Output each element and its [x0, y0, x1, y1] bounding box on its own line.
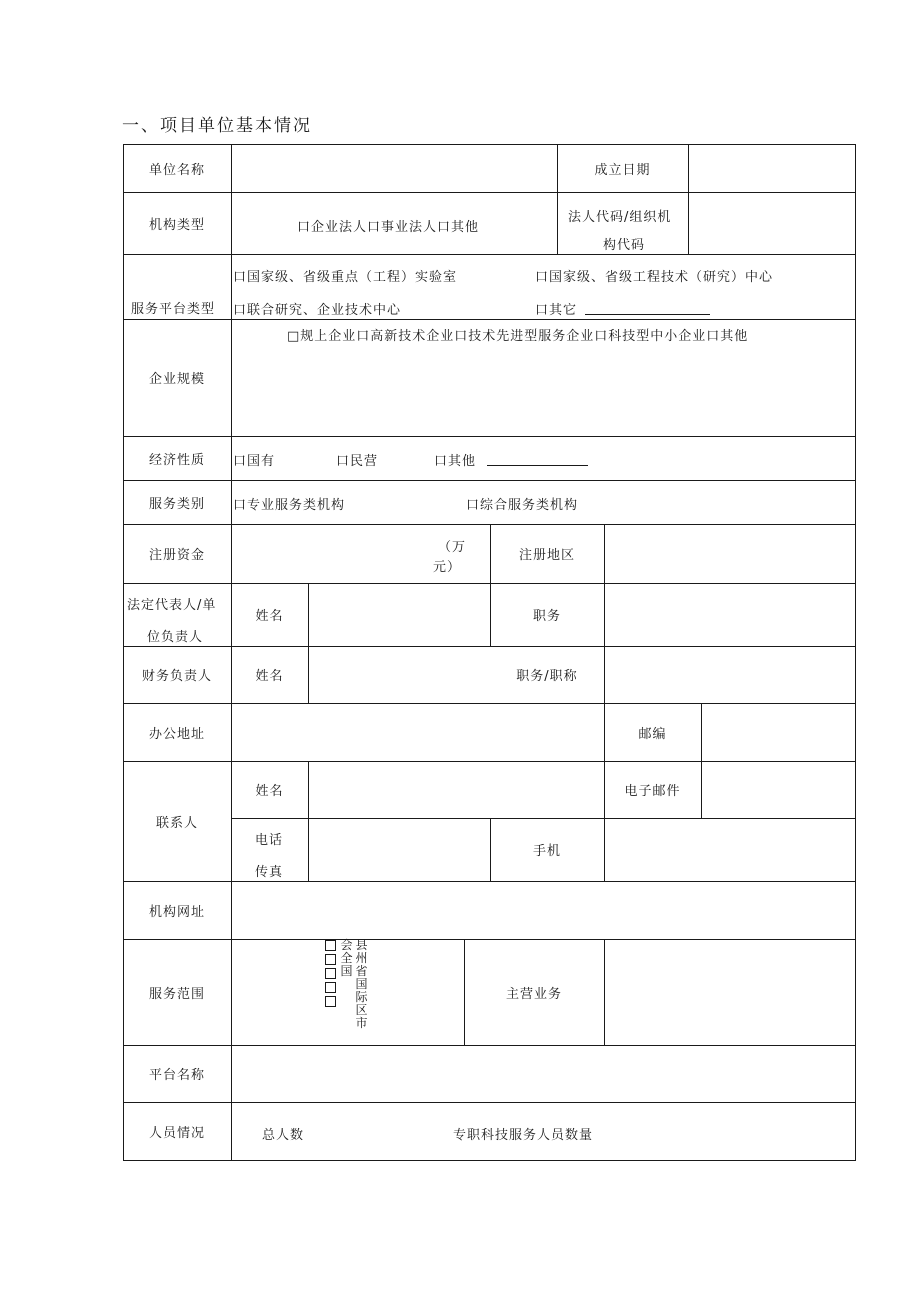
platform-type-label: 服务平台类型 — [131, 302, 216, 317]
staff-professional-label: 专职科技服务人员数量 — [453, 1128, 594, 1143]
mobile-field[interactable] — [604, 818, 856, 881]
org-code-label-line2: 构代码 — [603, 238, 646, 253]
contact-name-label: 姓名 — [255, 784, 284, 799]
office-address-field[interactable] — [231, 703, 604, 761]
org-type-label: 机构类型 — [148, 217, 205, 233]
section-title: 一、项目单位基本情况 — [122, 116, 312, 136]
nature-opt-private[interactable]: 口民营 — [336, 454, 379, 469]
row-divider — [123, 1102, 856, 1103]
finance-post-field[interactable] — [604, 646, 856, 703]
mobile-label: 手机 — [532, 844, 561, 859]
legal-rep-post-label: 职务 — [532, 609, 561, 624]
legal-rep-name-label: 姓名 — [255, 609, 284, 624]
scale-options[interactable]: □规上企业口高新技术企业口技术先进型服务企业口科技型中小企业口其他 — [287, 329, 749, 344]
phone-label: 电话 — [255, 833, 284, 848]
contact-name-field[interactable] — [308, 761, 604, 818]
scope-checkbox[interactable] — [325, 982, 336, 993]
office-label: 办公地址 — [148, 726, 205, 742]
nature-other-blank[interactable] — [487, 465, 588, 466]
finance-label: 财务负责人 — [141, 669, 212, 684]
scope-col-b — [355, 939, 368, 1030]
scope-char: 全 — [340, 951, 353, 965]
nature-opt-other[interactable]: 口其他 — [434, 454, 477, 469]
contact-label: 联系人 — [155, 815, 198, 831]
scope-char: 际 — [355, 990, 368, 1004]
scope-checkbox[interactable] — [325, 954, 336, 965]
scope-checkboxes[interactable] — [324, 940, 337, 1010]
unit-name-field[interactable] — [231, 144, 557, 192]
staff-total-label: 总人数 — [262, 1128, 305, 1143]
org-code-field[interactable] — [688, 192, 856, 254]
capital-label: 注册资金 — [148, 548, 205, 563]
main-business-field[interactable] — [604, 939, 856, 1045]
org-code-label-line1: 法人代码/组织机 — [568, 210, 672, 225]
platform-name-label: 平台名称 — [148, 1068, 205, 1083]
legal-rep-label-line2: 位负责人 — [147, 630, 204, 645]
scope-char: 区 — [355, 1003, 368, 1017]
platform-name-field[interactable] — [231, 1045, 856, 1102]
establish-date-label: 成立日期 — [594, 162, 651, 178]
platform-opt-other[interactable]: 口其它 — [535, 303, 578, 318]
legal-rep-name-field[interactable] — [308, 583, 490, 646]
scope-col-a — [340, 939, 353, 978]
capital-unit-line2: 元） — [433, 560, 462, 575]
scope-label: 服务范围 — [148, 986, 205, 1002]
reg-region-label: 注册地区 — [518, 548, 575, 563]
basic-info-table — [123, 144, 856, 1161]
platform-opt-joint[interactable]: 口联合研究、企业技术中心 — [233, 303, 402, 318]
org-type-options[interactable]: 口企业法人口事业法人口其他 — [297, 220, 480, 235]
capital-unit-line1: （万 — [438, 540, 467, 555]
scale-label: 企业规模 — [148, 372, 205, 387]
scope-char: 省 — [355, 964, 368, 978]
nature-opt-state[interactable]: 口国有 — [233, 454, 276, 469]
main-business-label: 主营业务 — [505, 986, 562, 1002]
reg-region-field[interactable] — [604, 524, 856, 583]
platform-other-blank[interactable] — [585, 314, 710, 315]
phone-fax-field[interactable] — [308, 818, 490, 881]
service-category-label: 服务类别 — [148, 496, 205, 512]
platform-opt-eng-center[interactable]: 口国家级、省级工程技术（研究）中心 — [535, 270, 774, 285]
scope-char: 国 — [355, 977, 368, 991]
scope-checkbox[interactable] — [325, 940, 336, 951]
scope-char: 州 — [355, 951, 368, 965]
row-divider — [123, 436, 856, 437]
fax-label: 传真 — [255, 865, 284, 880]
scope-char: 县 — [355, 938, 368, 952]
row-divider — [123, 254, 856, 255]
scope-char: 国 — [340, 964, 353, 978]
row-divider — [123, 319, 856, 320]
email-field[interactable] — [701, 761, 856, 818]
legal-rep-post-field[interactable] — [604, 583, 856, 646]
staff-label: 人员情况 — [148, 1126, 205, 1141]
finance-name-label: 姓名 — [255, 669, 284, 684]
unit-name-label: 单位名称 — [148, 162, 205, 178]
nature-label: 经济性质 — [148, 452, 205, 468]
finance-name-field[interactable] — [308, 646, 490, 703]
platform-opt-lab[interactable]: 口国家级、省级重点（工程）实验室 — [233, 270, 458, 285]
legal-rep-label-line1: 法定代表人/单 — [127, 598, 217, 613]
finance-post-label: 职务/职称 — [516, 669, 578, 684]
scope-checkbox[interactable] — [325, 968, 336, 979]
email-label: 电子邮件 — [624, 784, 681, 799]
zip-field[interactable] — [701, 703, 856, 761]
zip-label: 邮编 — [638, 726, 667, 742]
row-divider — [123, 480, 856, 481]
service-cat-comprehensive[interactable]: 口综合服务类机构 — [466, 498, 579, 513]
scope-char: 市 — [355, 1016, 368, 1030]
establish-date-field[interactable] — [688, 144, 856, 192]
website-field[interactable] — [231, 881, 856, 939]
scope-char: 会 — [340, 938, 353, 952]
scope-checkbox[interactable] — [325, 996, 336, 1007]
service-cat-professional[interactable]: 口专业服务类机构 — [233, 498, 346, 513]
website-label: 机构网址 — [148, 904, 205, 920]
